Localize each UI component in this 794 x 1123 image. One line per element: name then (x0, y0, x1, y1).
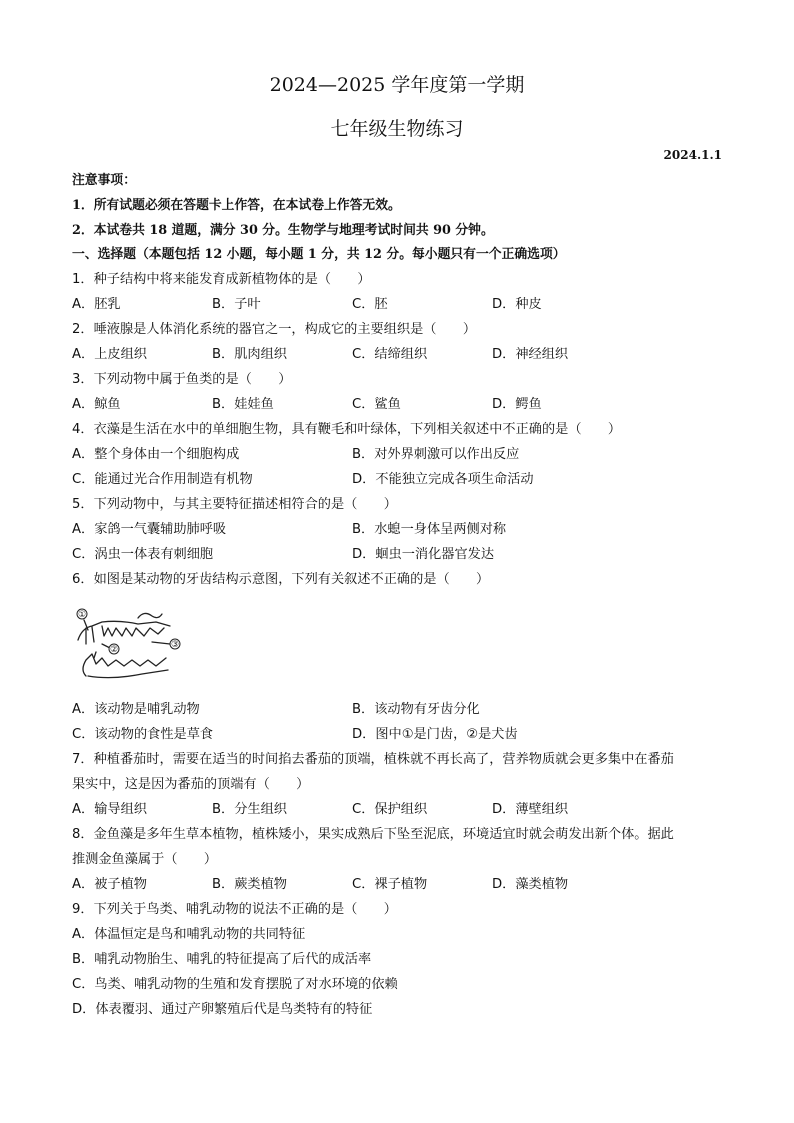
option-b: B．分生组织 (212, 802, 287, 817)
teeth-diagram (72, 600, 190, 692)
option-d: D．蛔虫一消化器官发达 (352, 547, 495, 562)
notice-item-2: 2．本试卷共 18 道题，满分 30 分。生物学与地理考试时间共 90 分钟。 (72, 223, 494, 238)
question-6-options-row1 (72, 701, 732, 719)
question-3-options (72, 396, 732, 414)
question-8-stem-line1: 8．金鱼藻是多年生草本植物，植株矮小，果实成熟后下坠至泥底，环境适宜时就会萌发出新个体。据此 (72, 827, 674, 842)
option-a: A．上皮组织 (72, 347, 147, 362)
question-9-option-b: B．哺乳动物胎生、哺乳的特征提高了后代的成活率 (72, 952, 372, 967)
question-5-options-row1 (72, 521, 732, 539)
option-d: D．不能独立完成各项生命活动 (352, 472, 534, 487)
question-9-stem: 9．下列关于鸟类、哺乳动物的说法不正确的是（ ） (72, 902, 397, 917)
option-b: B．子叶 (212, 297, 261, 312)
label-2: ② (109, 645, 119, 655)
option-d: D．薄壁组织 (492, 802, 569, 817)
question-9-option-a: A．体温恒定是鸟和哺乳动物的共同特征 (72, 927, 306, 942)
option-d: D．种皮 (492, 297, 542, 312)
option-d: D．图中①是门齿，②是犬齿 (352, 727, 518, 742)
option-c: C．能通过光合作用制造有机物 (72, 472, 253, 487)
question-4-options-row2 (72, 471, 732, 489)
notice-heading: 注意事项： (72, 173, 136, 188)
question-3-stem: 3．下列动物中属于鱼类的是（ ） (72, 372, 292, 387)
question-1-stem: 1．种子结构中将来能发育成新植物体的是（ ） (72, 272, 371, 287)
option-b: B．肌肉组织 (212, 347, 287, 362)
question-5-options-row2 (72, 546, 732, 564)
question-4-stem: 4．衣藻是生活在水中的单细胞生物，具有鞭毛和叶绿体，下列相关叙述中不正确的是（ ） (72, 422, 622, 437)
question-8-stem-line2: 推测金鱼藻属于（ ） (72, 852, 218, 867)
option-a: A．家鸽一气囊辅助肺呼吸 (72, 522, 227, 537)
question-9-option-c: C．鸟类、哺乳动物的生殖和发育摆脱了对水环境的依赖 (72, 977, 398, 992)
option-a: A．整个身体由一个细胞构成 (72, 447, 240, 462)
option-d: D．神经组织 (492, 347, 569, 362)
option-d: D．鳄鱼 (492, 397, 542, 412)
option-a: A．胚乳 (72, 297, 121, 312)
label-1: ① (77, 610, 87, 620)
option-b: B．该动物有牙齿分化 (352, 702, 480, 717)
option-b: B．蕨类植物 (212, 877, 287, 892)
notice-item-1: 1．所有试题必须在答题卡上作答，在本试卷上作答无效。 (72, 198, 401, 213)
option-c: C．裸子植物 (352, 877, 428, 892)
option-c: C．涡虫一体表有刺细胞 (72, 547, 214, 562)
option-c: C．胚 (352, 297, 388, 312)
option-a: A．输导组织 (72, 802, 147, 817)
option-b: B．水螅一身体呈两侧对称 (352, 522, 507, 537)
teeth-diagram-svg (72, 600, 190, 692)
question-5-stem: 5．下列动物中，与其主要特征描述相符合的是（ ） (72, 497, 397, 512)
question-4-options-row1 (72, 446, 732, 464)
question-7-stem-line1: 7．种植番茄时，需要在适当的时间掐去番茄的顶端，植株就不再长高了，营养物质就会更多集中在番茄 (72, 752, 674, 767)
question-2-options (72, 346, 732, 364)
option-c: C．结缔组织 (352, 347, 428, 362)
option-d: D．藻类植物 (492, 877, 569, 892)
exam-title: 2024—2025 学年度第一学期 (269, 74, 525, 96)
question-7-stem-line2: 果实中，这是因为番茄的顶端有（ ） (72, 777, 310, 792)
option-a: A．该动物是哺乳动物 (72, 702, 200, 717)
question-7-options (72, 801, 732, 819)
exam-subtitle: 七年级生物练习 (330, 118, 464, 140)
question-1-options (72, 296, 732, 314)
option-c: C．鲨鱼 (352, 397, 401, 412)
question-2-stem: 2．唾液腺是人体消化系统的器官之一，构成它的主要组织是（ ） (72, 322, 477, 337)
question-9-option-d: D．体表覆羽、通过产卵繁殖后代是鸟类特有的特征 (72, 1002, 373, 1017)
option-b: B．娃娃鱼 (212, 397, 274, 412)
option-c: C．保护组织 (352, 802, 428, 817)
question-8-options (72, 876, 732, 894)
label-3: ③ (170, 640, 180, 650)
exam-date: 2024.1.1 (663, 148, 722, 162)
section-heading: 一、选择题（本题包括 12 小题，每小题 1 分，共 12 分。每小题只有一个正确选项） (72, 247, 566, 262)
question-6-stem: 6．如图是某动物的牙齿结构示意图，下列有关叙述不正确的是（ ） (72, 572, 490, 587)
option-c: C．该动物的食性是草食 (72, 727, 214, 742)
option-a: A．鲸鱼 (72, 397, 121, 412)
option-b: B．对外界刺激可以作出反应 (352, 447, 520, 462)
option-a: A．被子植物 (72, 877, 147, 892)
question-6-options-row2 (72, 726, 732, 744)
